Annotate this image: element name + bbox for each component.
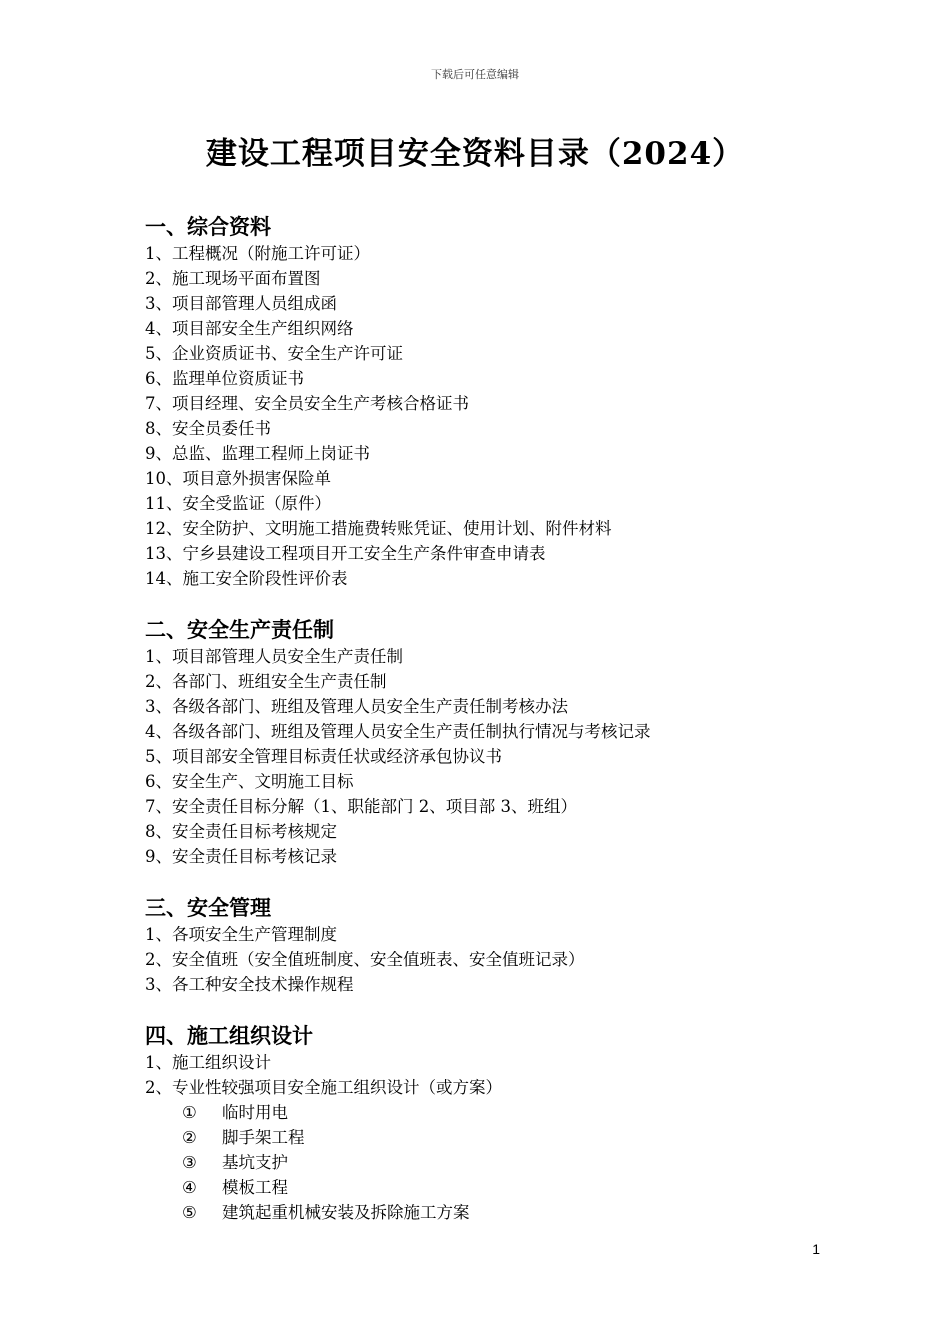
sub-list-item [145,1150,845,1175]
list-item: 7、项目经理、安全员安全生产考核合格证书 [145,394,469,413]
list-item: 14、施工安全阶段性评价表 [145,569,348,588]
list-item: 3、各级各部门、班组及管理人员安全生产责任制考核办法 [145,697,568,716]
section-heading: 四、施工组织设计 [145,1024,313,1048]
list-item: 1、项目部管理人员安全生产责任制 [145,647,403,666]
list-item: 7、安全责任目标分解（1、职能部门 2、项目部 3、班组） [145,797,577,816]
list-item: 1、各项安全生产管理制度 [145,925,337,944]
item-marker: ⑤ [182,1203,197,1222]
list-item: 2、各部门、班组安全生产责任制 [145,672,387,691]
list-item: 3、各工种安全技术操作规程 [145,975,354,994]
section-heading: 二、安全生产责任制 [145,618,334,642]
list-item: 1、施工组织设计 [145,1053,271,1072]
list-item: 5、项目部安全管理目标责任状或经济承包协议书 [145,747,502,766]
sub-item-text: 基坑支护 [222,1153,288,1172]
list-item: 12、安全防护、文明施工措施费转账凭证、使用计划、附件材料 [145,519,612,538]
list-item: 4、项目部安全生产组织网络 [145,319,354,338]
section-heading: 一、综合资料 [145,215,271,239]
list-item: 10、项目意外损害保险单 [145,469,331,488]
list-item: 13、宁乡县建设工程项目开工安全生产条件审查申请表 [145,544,546,563]
list-item: 4、各级各部门、班组及管理人员安全生产责任制执行情况与考核记录 [145,722,651,741]
sub-item-text: 模板工程 [222,1178,288,1197]
sub-list-item [145,1200,845,1225]
section-heading: 三、安全管理 [145,896,271,920]
list-item: 2、安全值班（安全值班制度、安全值班表、安全值班记录） [145,950,585,969]
header-note: 下载后可任意编辑 [431,68,519,81]
list-item: 3、项目部管理人员组成函 [145,294,337,313]
list-item: 5、企业资质证书、安全生产许可证 [145,344,403,363]
list-item: 2、施工现场平面布置图 [145,269,321,288]
document-title: 建设工程项目安全资料目录（2024） [205,136,745,172]
item-marker: ② [182,1128,197,1147]
section-safety-management [145,894,845,997]
list-item: 2、专业性较强项目安全施工组织设计（或方案） [145,1078,502,1097]
document-body [145,213,845,1250]
item-marker: ③ [182,1153,197,1172]
item-marker: ④ [182,1178,197,1197]
sub-list-item [145,1125,845,1150]
list-item: 8、安全员委任书 [145,419,271,438]
section-general-materials [145,213,845,591]
sub-item-text: 建筑起重机械安装及拆除施工方案 [222,1203,470,1222]
sub-item-text: 临时用电 [222,1103,288,1122]
sub-list-item [145,1100,845,1125]
item-marker: ① [182,1103,197,1122]
list-item: 8、安全责任目标考核规定 [145,822,337,841]
list-item: 6、安全生产、文明施工目标 [145,772,354,791]
section-safety-responsibility [145,616,845,869]
list-item: 9、安全责任目标考核记录 [145,847,337,866]
list-item: 9、总监、监理工程师上岗证书 [145,444,370,463]
list-item: 1、工程概况（附施工许可证） [145,244,370,263]
sub-list-item [145,1175,845,1200]
sub-item-text: 脚手架工程 [222,1128,305,1147]
list-item: 6、监理单位资质证书 [145,369,304,388]
list-item: 11、安全受监证（原件） [145,494,331,513]
page-number: 1 [812,1241,820,1257]
section-construction-design [145,1022,845,1225]
